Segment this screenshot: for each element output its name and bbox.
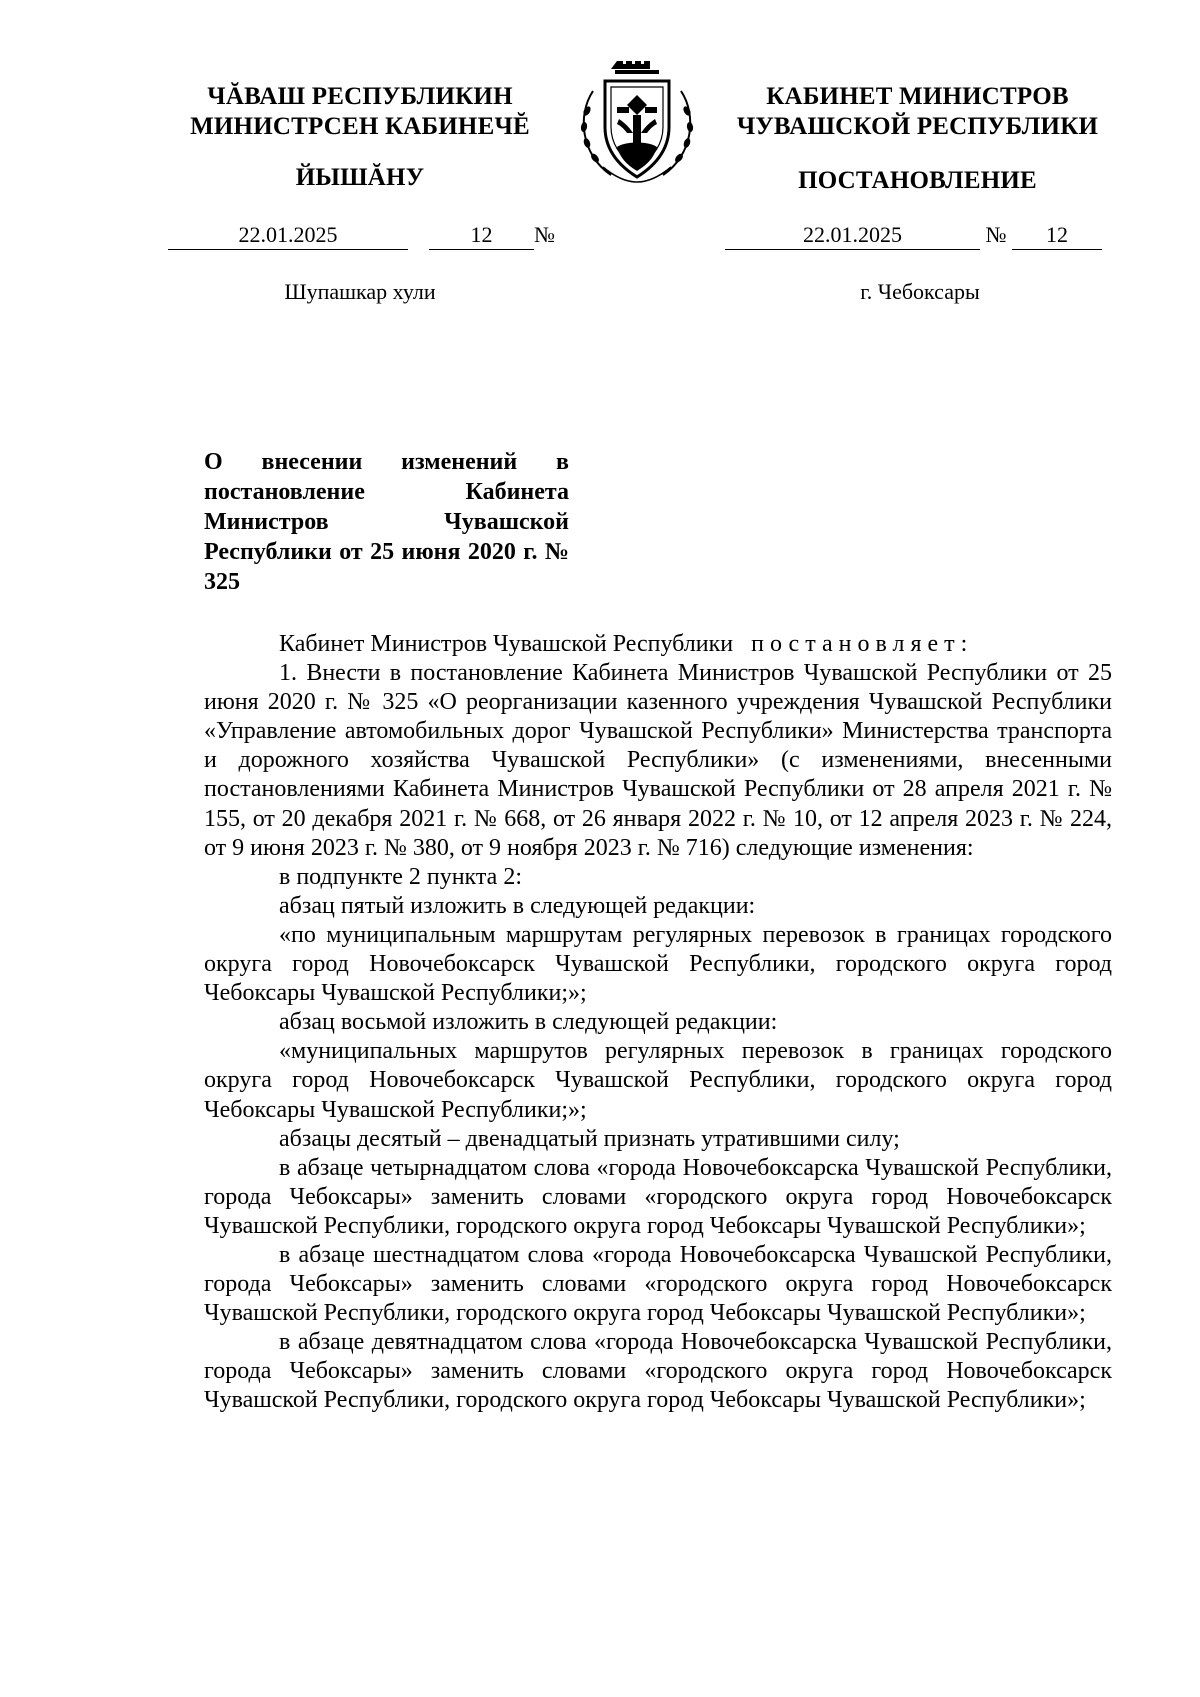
- right-doc-type: ПОСТАНОВЛЕНИЕ: [798, 167, 1037, 194]
- body-paragraph: в абзаце девятнадцатом слова «города Новочебоксарска Чувашской Республики, города Чебоксары» заменить словами «городского округа город Новочебоксарск Чувашской Республики, городского округа город Чебоксары Чувашской Республики»;: [204, 1329, 1112, 1414]
- body-paragraph: «по муниципальным маршрутам регулярных перевозок в границах городского округа город Новочебоксарск Чувашской Республики, городского округа город Чебоксары Чувашской Республики;»;: [204, 921, 1112, 1007]
- body-paragraph: в абзаце шестнадцатом слова «города Новочебоксарска Чувашской Республики, города Чебоксары» заменить словами «городского округа город Новочебоксарск Чувашской Республики, городского округа город Чебоксары Чувашской Республики»;: [204, 1241, 1112, 1327]
- right-date: 22.01.2025: [725, 222, 980, 250]
- left-date-number-line: [168, 222, 558, 250]
- intro-verb: постановляет:: [751, 631, 974, 657]
- body-paragraph: в подпункте 2 пункта 2:: [279, 863, 522, 890]
- document-subject: О внесении изменений в постановление Кабинета Министров Чувашской Республики от 25 июня 2020 г. № 325: [204, 449, 569, 595]
- left-date: 22.01.2025: [168, 222, 408, 250]
- body-paragraph: абзац восьмой изложить в следующей редакции:: [279, 1009, 778, 1036]
- right-number: 12: [1012, 222, 1102, 250]
- intro-text: Кабинет Министров Чувашской Республики: [279, 631, 734, 657]
- body-paragraph: абзац пятый изложить в следующей редакции:: [279, 892, 756, 919]
- body-paragraph: в абзаце четырнадцатом слова «города Новочебоксарска Чувашской Республики, города Чебоксары» заменить словами «городского округа город Новочебоксарск Чувашской Республики, городского округа город Чебоксары Чувашской Республики»;: [204, 1154, 1112, 1239]
- body-paragraph: абзацы десятый – двенадцатый признать утратившими силу;: [279, 1125, 900, 1152]
- left-org-name: ЧĂВАШ РЕСПУБЛИКИН МИНИСТРСЕН КАБИНЕЧĔ: [190, 83, 530, 140]
- chuvash-emblem-icon: [567, 55, 707, 190]
- document-body: [204, 630, 1112, 1416]
- left-number-sign: №: [534, 222, 555, 247]
- left-doc-type: ЙЫШĂНУ: [295, 164, 425, 191]
- right-city: г. Чебоксары: [860, 279, 980, 304]
- right-org-name: КАБИНЕТ МИНИСТРОВ ЧУВАШСКОЙ РЕСПУБЛИКИ: [736, 83, 1099, 140]
- right-date-number-line: [725, 222, 1110, 250]
- body-intro: [204, 630, 1112, 659]
- left-city: Шупашкар хули: [284, 279, 436, 304]
- body-paragraph: 1. Внести в постановление Кабинета Министров Чувашской Республики от 25 июня 2020 г. № 325 «О реорганизации казенного учреждения Чувашской Республики «Управление автомобильных дорог Чувашской Республики» Министерства транспорта и дорожного хозяйства Чувашской Республики» (с изменениями, внесенными постановлениями Кабинета Министров Чувашской Республики от 28 апреля 2021 г. № 155, от 20 декабря 2021 г. № 668, от 26 января 2022 г. № 10, от 12 апреля 2023 г. № 224, от 9 июня 2023 г. № 380, от 9 ноября 2023 г. № 716) следующие изменения:: [204, 660, 1112, 861]
- body-paragraph: «муниципальных маршрутов регулярных перевозок в границах городского округа город Новочебоксарск Чувашской Республики, городского округа город Чебоксары Чувашской Республики;»;: [204, 1038, 1112, 1123]
- left-number: 12: [429, 222, 534, 250]
- right-number-sign: №: [985, 222, 1007, 247]
